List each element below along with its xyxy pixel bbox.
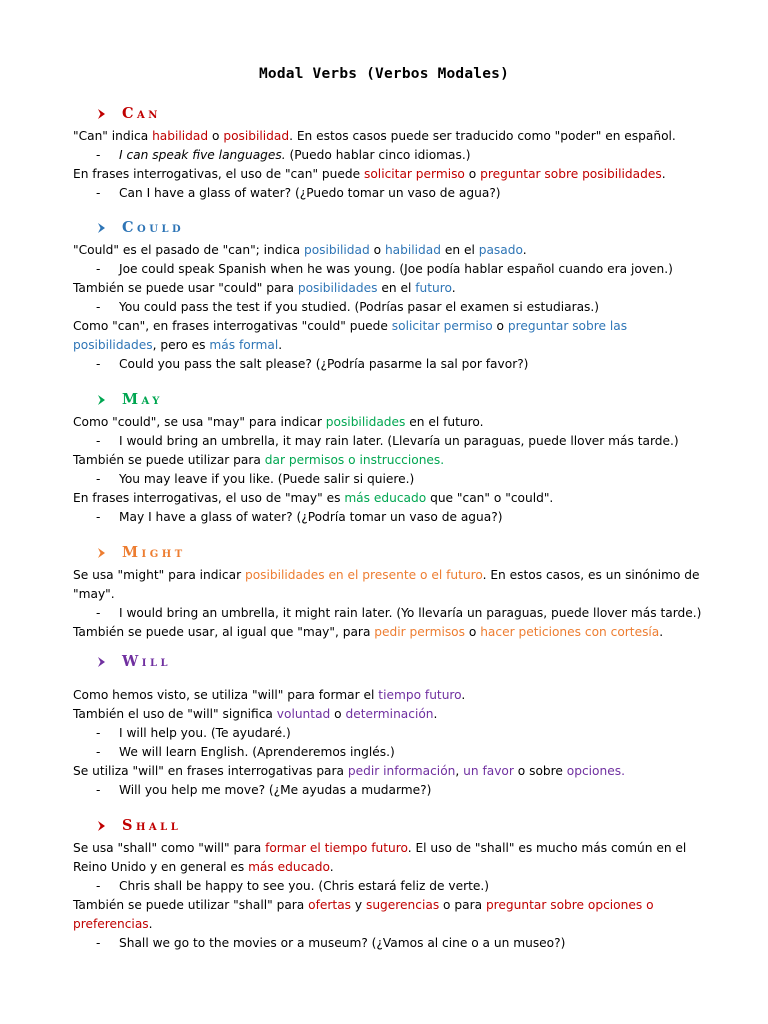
highlighted-term: futuro — [415, 281, 452, 295]
section-heading — [73, 105, 703, 127]
spacer — [73, 675, 703, 686]
highlighted-term: posibilidad — [303, 243, 370, 257]
text-run: "Can" indica — [73, 129, 153, 143]
section-heading — [73, 653, 703, 675]
highlighted-term: determinación — [345, 707, 434, 721]
text-run: También se puede usar "could" para — [73, 281, 298, 295]
text-run: Como "can", en frases interrogativas "could" puede — [73, 319, 392, 333]
highlighted-term: tiempo futuro — [378, 688, 462, 702]
text-run: Como "could", se usa "may" para indicar — [73, 415, 326, 429]
text-run: . En estos casos puede ser traducido como "poder" en español. — [289, 129, 676, 143]
section-title: Will — [122, 653, 172, 670]
text-run: o — [208, 129, 224, 143]
explanation-text — [73, 317, 703, 355]
highlighted-term: preguntar sobre las posibilidades — [73, 319, 628, 352]
text-run: que "can" o "could". — [426, 491, 554, 505]
highlighted-term: más formal — [209, 338, 279, 352]
text-run: You could pass the test if you studied. (Podrías pasar el examen si estudiaras.) — [119, 300, 600, 314]
highlighted-term: posibilidades en el presente o el futuro — [244, 568, 483, 582]
arrow-bullet-icon — [97, 819, 107, 833]
explanation-text — [73, 413, 703, 432]
text-run: en el futuro. — [405, 415, 484, 429]
section-might — [73, 544, 703, 642]
explanation-text — [73, 451, 703, 470]
text-run: I would bring an umbrella, it may rain later. (Llevaría un paraguas, puede llover más tarde.) — [119, 434, 679, 448]
example-bullet — [73, 934, 703, 953]
highlighted-term: un favor — [463, 764, 514, 778]
text-run: Shall we go to the movies or a museum? (¿Vamos al cine o a un museo?) — [119, 936, 566, 950]
text-run: . El uso de "shall" es mucho más común en el Reino Unido y en general es — [73, 841, 687, 874]
section-could — [73, 219, 703, 374]
example-bullet — [73, 743, 703, 762]
highlighted-term: más educado — [344, 491, 427, 505]
section-can — [73, 105, 703, 203]
explanation-text — [73, 896, 703, 934]
section-heading — [73, 219, 703, 241]
text-run: , — [455, 764, 464, 778]
explanation-text — [73, 762, 703, 781]
text-run: También el uso de "will" significa — [73, 707, 277, 721]
example-bullet — [73, 184, 703, 203]
text-run: Como hemos visto, se utiliza "will" para formar el — [73, 688, 379, 702]
explanation-text — [73, 165, 703, 184]
text-run: Joe could speak Spanish when he was young. (Joe podía hablar español cuando era joven.) — [119, 262, 673, 276]
highlighted-term: más educado — [248, 860, 330, 874]
example-bullet — [73, 781, 703, 800]
text-run: We will learn English. (Aprenderemos inglés.) — [119, 745, 395, 759]
text-run: o — [492, 319, 508, 333]
highlighted-term: habilidad — [152, 129, 209, 143]
text-run: En frases interrogativas, el uso de "can" puede — [73, 167, 364, 181]
text-run: , pero es — [152, 338, 210, 352]
explanation-text — [73, 623, 703, 642]
text-run: Will you help me move? (¿Me ayudas a mudarme?) — [119, 783, 432, 797]
highlighted-term: pedir información — [347, 764, 456, 778]
text-run: . — [661, 167, 666, 181]
text-run: o — [369, 243, 385, 257]
text-run: . — [148, 917, 153, 931]
text-run: . — [329, 860, 334, 874]
text-run: y — [351, 898, 366, 912]
text-run: También se puede usar, al igual que "may", para — [73, 625, 375, 639]
arrow-bullet-icon — [97, 221, 107, 235]
explanation-text — [73, 127, 703, 146]
text-run: en el — [377, 281, 416, 295]
text-run: o — [330, 707, 346, 721]
text-run: . — [659, 625, 664, 639]
section-title: Might — [122, 544, 186, 561]
section-may — [73, 391, 703, 527]
highlighted-term: voluntad — [276, 707, 331, 721]
text-run: o — [464, 167, 481, 181]
section-title: Can — [122, 105, 161, 122]
example-bullet — [73, 470, 703, 489]
arrow-bullet-icon — [97, 546, 107, 560]
text-run: Can I have a glass of water? (¿Puedo tomar un vaso de agua?) — [119, 186, 501, 200]
explanation-text — [73, 489, 703, 508]
text-run: o para — [439, 898, 486, 912]
text-run: . — [433, 707, 438, 721]
text-run: También se puede utilizar "shall" para — [73, 898, 309, 912]
explanation-text — [73, 839, 703, 877]
section-heading — [73, 817, 703, 839]
text-run: . — [278, 338, 283, 352]
explanation-text — [73, 279, 703, 298]
section-title: Shall — [122, 817, 182, 834]
example-bullet — [73, 508, 703, 527]
highlighted-term: posibilidades — [325, 415, 406, 429]
explanation-text — [73, 566, 703, 604]
highlighted-term: preguntar sobre posibilidades — [480, 167, 662, 181]
text-run: May I have a glass of water? (¿Podría tomar un vaso de agua?) — [119, 510, 503, 524]
text-run: I would bring an umbrella, it might rain later. (Yo llevaría un paraguas, puede llover más tarde.) — [119, 606, 702, 620]
example-bullet — [73, 355, 703, 374]
example-bullet — [73, 604, 703, 623]
text-run: "Could" es el pasado de "can"; indica — [73, 243, 304, 257]
text-run: . — [451, 281, 456, 295]
text-run: o — [464, 625, 481, 639]
arrow-bullet-icon — [97, 393, 107, 407]
example-bullet — [73, 724, 703, 743]
highlighted-term: ofertas — [308, 898, 352, 912]
section-heading — [73, 391, 703, 413]
text-run: en el — [440, 243, 479, 257]
text-run: Could you pass the salt please? (¿Podría pasarme la sal por favor?) — [119, 357, 529, 371]
example-bullet — [73, 146, 703, 165]
highlighted-term: pasado — [478, 243, 523, 257]
text-run: Se usa "might" para indicar — [73, 568, 245, 582]
text-run: I can speak five languages. — [119, 148, 286, 162]
text-run: . — [461, 688, 466, 702]
highlighted-term: formar el tiempo futuro — [265, 841, 408, 855]
text-run: Se usa "shall" como "will" para — [73, 841, 266, 855]
section-heading — [73, 544, 703, 566]
section-shall — [73, 817, 703, 953]
text-run: Se utiliza "will" en frases interrogativas para — [73, 764, 348, 778]
explanation-text — [73, 686, 703, 705]
highlighted-term: solicitar permiso — [364, 167, 465, 181]
example-bullet — [73, 877, 703, 896]
text-run: En frases interrogativas, el uso de "may" es — [73, 491, 345, 505]
text-run: También se puede utilizar para — [73, 453, 265, 467]
highlighted-term: hacer peticiones con cortesía — [480, 625, 660, 639]
section-will — [73, 653, 703, 800]
arrow-bullet-icon — [97, 655, 107, 669]
text-run: o sobre — [513, 764, 567, 778]
arrow-bullet-icon — [97, 107, 107, 121]
section-title: May — [122, 391, 163, 408]
highlighted-term: opciones. — [566, 764, 625, 778]
section-title: Could — [122, 219, 185, 236]
text-run: . En estos casos, es un sinónimo de "may". — [73, 568, 700, 601]
highlighted-term: preguntar sobre opciones o preferencias — [73, 898, 654, 931]
example-bullet — [73, 298, 703, 317]
text-run: (Puedo hablar cinco idiomas.) — [285, 148, 471, 162]
highlighted-term: posibilidad — [223, 129, 290, 143]
highlighted-term: pedir permisos — [374, 625, 465, 639]
text-run: Chris shall be happy to see you. (Chris estará feliz de verte.) — [119, 879, 489, 893]
highlighted-term: solicitar permiso — [391, 319, 493, 333]
page-title: Modal Verbs (Verbos Modales) — [258, 66, 510, 82]
text-run: I will help you. (Te ayudaré.) — [119, 726, 291, 740]
highlighted-term: sugerencias — [365, 898, 440, 912]
example-bullet — [73, 432, 703, 451]
highlighted-term: habilidad — [384, 243, 441, 257]
text-run: You may leave if you like. (Puede salir si quiere.) — [119, 472, 415, 486]
highlighted-term: dar permisos o instrucciones. — [264, 453, 445, 467]
example-bullet — [73, 260, 703, 279]
explanation-text — [73, 705, 703, 724]
explanation-text — [73, 241, 703, 260]
highlighted-term: posibilidades — [297, 281, 378, 295]
text-run: . — [522, 243, 527, 257]
